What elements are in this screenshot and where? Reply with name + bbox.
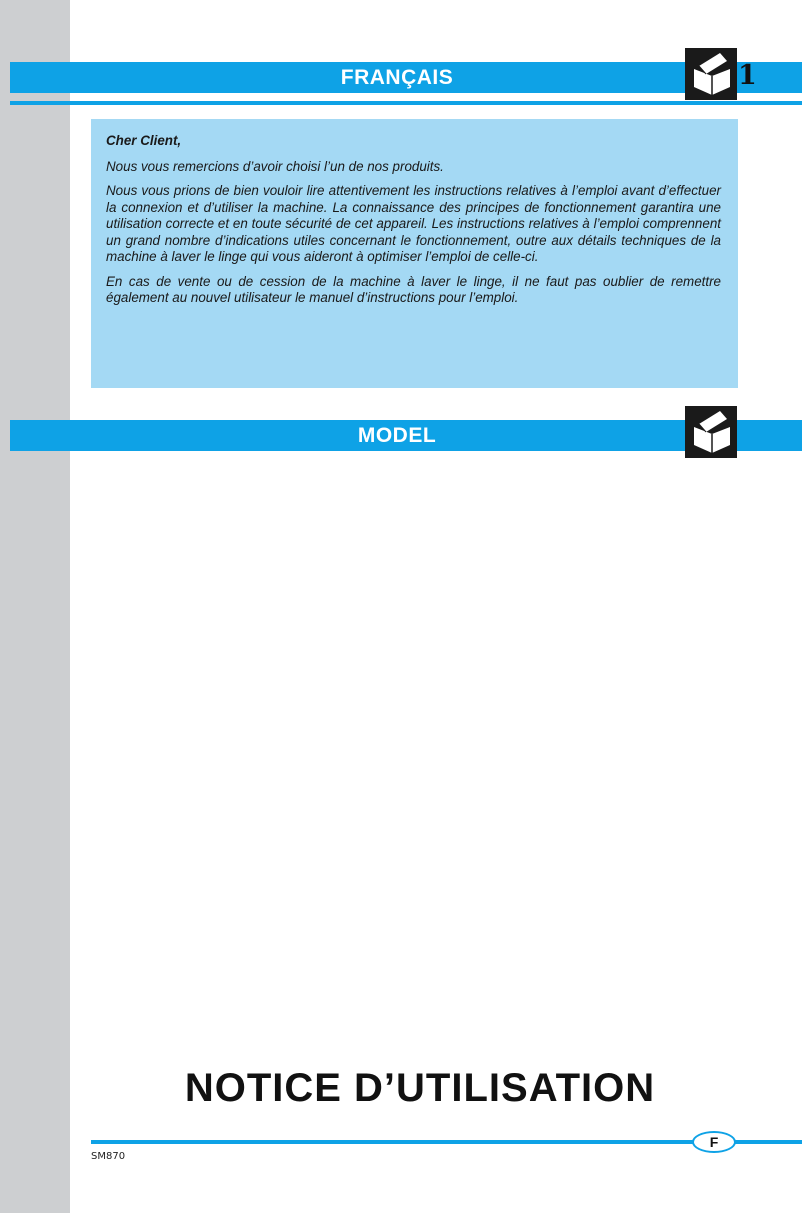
intro-paragraph-1: Nous vous remercions d’avoir choisi l’un de nos produits.: [106, 158, 444, 174]
book-icon: [685, 406, 737, 458]
page-number: 1: [738, 60, 757, 91]
language-badge: F: [692, 1131, 736, 1153]
intro-paragraph-2: Nous vous prions de bien vouloir lire attentivement les instructions relatives à l’emploi avant d’effectuer la connexion et d’utiliser la machine. La connaissance des principes de fonctionnement garantira une utilisation correcte et en toute sécurité de cet appareil. Les instructions relatives à l’emploi comprennent un grand nombre d’indications utiles concernant le fonctionnement, outre aux détails techniques de la machine à laver le linge qui vous aideront à optimiser l’emploi de celle-ci.: [106, 183, 721, 264]
notice-title: NOTICE D’UTILISATION: [184, 1066, 656, 1110]
language-title: FRANÇAIS: [340, 66, 454, 89]
left-margin-strip: [0, 0, 70, 1213]
model-header-bar: [10, 420, 802, 451]
model-code: SM870: [91, 1151, 126, 1162]
intro-paragraph-3: En cas de vente ou de cession de la machine à laver le linge, il ne faut pas oublier de remettre également au nouvel utilisateur le manuel d’instructions pour l’emploi.: [106, 273, 721, 305]
header-underline: [10, 101, 802, 105]
intro-box: [91, 119, 738, 388]
model-title: MODEL: [357, 424, 437, 447]
language-header-bar: [10, 62, 802, 93]
greeting: Cher Client,: [106, 133, 182, 148]
book-icon: [685, 48, 737, 100]
